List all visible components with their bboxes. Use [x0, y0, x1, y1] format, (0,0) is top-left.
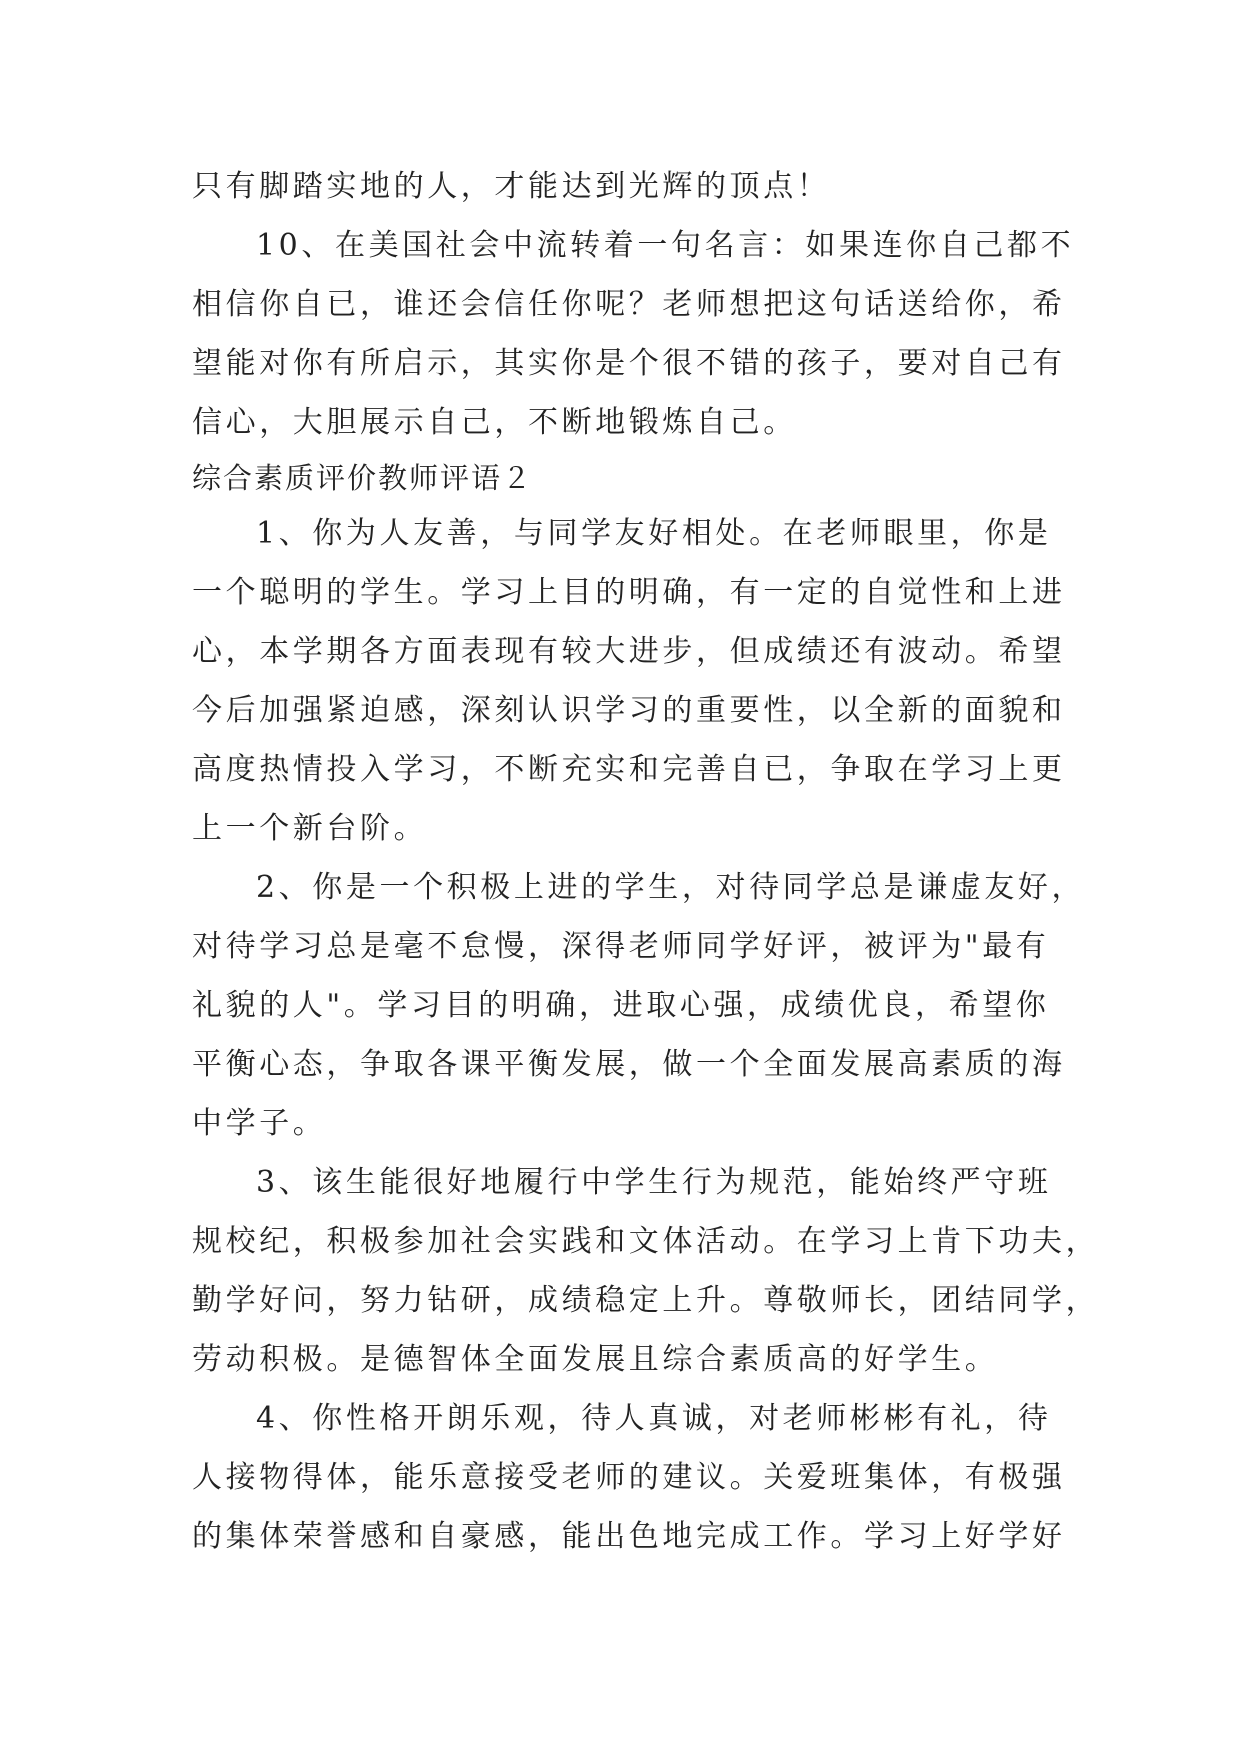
text-line: 1、你为人友善，与同学友好相处。在老师眼里，你是 — [256, 516, 1052, 551]
text-line: 信心，大胆展示自己，不断地锻炼自己。 — [192, 405, 797, 440]
text-line: 中学子。 — [192, 1106, 327, 1141]
text-line: 相信你自已，谁还会信任你呢？老师想把这句话送给你，希 — [192, 287, 1066, 322]
text-line: 上一个新台阶。 — [192, 811, 428, 846]
text-line: 一个聪明的学生。学习上目的明确，有一定的自觉性和上进 — [192, 575, 1066, 610]
text-line: 对待学习总是毫不怠慢，深得老师同学好评，被评为"最有 — [192, 929, 1050, 964]
paragraph-item-4 — [192, 1389, 1066, 1566]
text-line: 人接物得体，能乐意接受老师的建议。关爱班集体，有极强 — [192, 1460, 1066, 1495]
text-line: 规校纪，积极参加社会实践和文体活动。在学习上肯下功夫， — [192, 1224, 1100, 1259]
paragraph-item-3 — [192, 1153, 1100, 1389]
text-line: 平衡心态，争取各课平衡发展，做一个全面发展高素质的海 — [192, 1047, 1066, 1082]
document-page — [192, 157, 1100, 1566]
text-line: 心，本学期各方面表现有较大进步，但成绩还有波动。希望 — [192, 634, 1066, 669]
text-line: 的集体荣誉感和自豪感，能出色地完成工作。学习上好学好 — [192, 1519, 1066, 1554]
text-line: 高度热情投入学习，不断充实和完善自已，争取在学习上更 — [192, 752, 1066, 787]
text-line: 3、该生能很好地履行中学生行为规范，能始终严守班 — [256, 1165, 1052, 1200]
text-line: 望能对你有所启示，其实你是个很不错的孩子，要对自己有 — [192, 346, 1066, 381]
text-line: 今后加强紧迫感，深刻认识学习的重要性，以全新的面貌和 — [192, 693, 1066, 728]
paragraph-item-1 — [192, 504, 1066, 858]
text-line: 10、在美国社会中流转着一句名言：如果连你自己都不 — [256, 228, 1075, 263]
text-line: 2、你是一个积极上进的学生，对待同学总是谦虚友好， — [256, 870, 1086, 905]
text-line: 礼貌的人"。学习目的明确，进取心强，成绩优良，希望你 — [192, 988, 1050, 1023]
paragraph-item-2 — [192, 858, 1086, 1153]
text-line: 4、你性格开朗乐观，待人真诚，对老师彬彬有礼，待 — [256, 1401, 1052, 1436]
intro-paragraph — [192, 157, 1054, 216]
text-line: 只有脚踏实地的人，才能达到光辉的顶点！ — [192, 169, 831, 204]
text-line: 劳动积极。是德智体全面发展且综合素质高的好学生。 — [192, 1342, 999, 1377]
section-heading: 综合素质评价教师评语２ — [192, 461, 534, 495]
text-line: 勤学好问，努力钻研，成绩稳定上升。尊敬师长，团结同学， — [192, 1283, 1100, 1318]
paragraph-item-10 — [192, 216, 1075, 452]
